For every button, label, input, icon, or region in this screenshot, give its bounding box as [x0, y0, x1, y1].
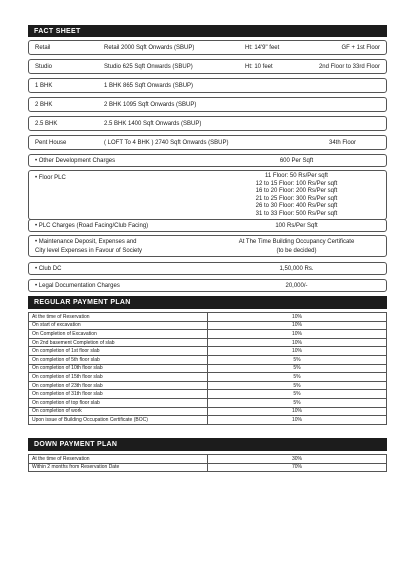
unit-floor: GF + 1st Floor [341, 44, 380, 51]
table-row [29, 364, 387, 373]
unit-desc: 2.5 BHK 1400 Sqft Onwards (SBUP) [104, 120, 202, 127]
club-dc-box [28, 262, 387, 275]
unit-desc: Studio 625 Sqft Onwards (SBUP) [104, 63, 193, 70]
pct-cell: 10% [208, 330, 387, 339]
table-row [29, 398, 387, 407]
fact-sheet-table [28, 40, 387, 154]
table-row [29, 381, 387, 390]
maintenance-value-line2: (to be decided) [276, 248, 317, 254]
floor-plc-line: 31 to 33 Floor: 500 Rs/Per sqft [255, 210, 338, 217]
unit-height: Ht: 10 feet [245, 63, 273, 70]
table-row [29, 463, 387, 472]
stage-cell: On completion of top floor slab [29, 398, 208, 407]
unit-type: 2.5 BHK [35, 120, 58, 127]
stage-cell: On completion of 10th floor slab [29, 364, 208, 373]
floor-plc-line: 11 Floor: 50 Rs/Per sqft [265, 173, 328, 179]
floor-plc-line: 16 to 20 Floor: 200 Rs/Per sqft [255, 188, 338, 195]
unit-desc: Retail 2000 Sqft Onwards (SBUP) [104, 44, 195, 51]
fact-row [28, 40, 387, 55]
fact-sheet-header [28, 25, 387, 37]
regular-plan-title: REGULAR PAYMENT PLAN [34, 299, 131, 306]
pct-cell: 5% [208, 364, 387, 373]
fact-row [28, 135, 387, 150]
floor-plc-line: 12 to 15 Floor: 100 Rs/Per sqft [255, 180, 338, 187]
stage-cell: On start of excavation [29, 321, 208, 330]
other-dev-charges-box [28, 154, 387, 167]
floor-plc-box [28, 170, 387, 220]
pct-cell: 5% [208, 398, 387, 407]
club-label: • Club DC [35, 266, 62, 272]
table-row [29, 373, 387, 382]
maintenance-value-line1: At The Time Building Occupancy Certificate [238, 239, 355, 245]
floor-plc-line: 21 to 25 Floor: 300 Rs/Per sqft [255, 195, 338, 202]
floor-plc-label: • Floor PLC [35, 175, 66, 181]
club-value: 1,50,000 Rs. [279, 266, 314, 272]
fact-row [28, 116, 387, 131]
table-row [29, 347, 387, 356]
pct-cell: 70% [208, 463, 387, 472]
pct-cell: 5% [208, 355, 387, 364]
other-dev-value: 600 Per Sqft [279, 158, 314, 164]
down-plan-header [28, 438, 387, 451]
down-plan-table [28, 454, 387, 472]
fact-row [28, 97, 387, 112]
pct-cell: 5% [208, 381, 387, 390]
stage-cell: Within 2 months from Reservation Date [29, 463, 208, 472]
table-row [29, 416, 387, 425]
stage-cell: On Completion of Excavation [29, 330, 208, 339]
stage-cell: On completion of 1st floor slab [29, 347, 208, 356]
stage-cell: On 2nd basement Completion of slab [29, 338, 208, 347]
legal-value: 20,000/- [285, 283, 308, 289]
plc-charges-box [28, 219, 387, 232]
stage-cell: On completion of 15th floor slab [29, 373, 208, 382]
table-row [29, 407, 387, 416]
stage-cell: At the time of Reservation [29, 313, 208, 322]
legal-box [28, 279, 387, 292]
pct-cell: 5% [208, 390, 387, 399]
stage-cell: On completion of work [29, 407, 208, 416]
regular-plan-header [28, 296, 387, 309]
pct-cell: 10% [208, 347, 387, 356]
floor-plc-line: 26 to 30 Floor: 400 Rs/Per sqft [255, 203, 338, 210]
fact-sheet-title: FACT SHEET [34, 27, 81, 35]
table-row [29, 313, 387, 322]
stage-cell: Upon issue of Building Occupation Certificate (BOC) [29, 416, 208, 425]
unit-type: 1 BHK [35, 82, 53, 89]
table-row [29, 338, 387, 347]
legal-label: • Legal Documentation Charges [35, 283, 120, 289]
unit-desc: 1 BHK 865 Sqft Onwards (SBUP) [104, 82, 194, 89]
floor-plc-values [209, 173, 384, 219]
plc-value: 100 Rs/Per Sqft [275, 223, 318, 229]
unit-height: Ht: 14'9" feet [245, 44, 280, 51]
unit-type: Retail [35, 44, 51, 51]
table-row [29, 455, 387, 464]
fact-row [28, 78, 387, 93]
unit-floor: 34th Floor [328, 139, 356, 146]
stage-cell: On completion of 5th floor slab [29, 355, 208, 364]
maintenance-label-line1: • Maintenance Deposit, Expenses and [35, 239, 137, 245]
unit-desc: ( LOFT To 4 BHK ) 2740 Sqft Onwards (SBUP) [104, 139, 229, 146]
pct-cell: 10% [208, 321, 387, 330]
unit-floor: 2nd Floor to 33rd Floor [318, 63, 380, 70]
unit-type: Studio [35, 63, 53, 70]
table-row [29, 390, 387, 399]
pct-cell: 10% [208, 416, 387, 425]
plc-label: • PLC Charges (Road Facing/Club Facing) [35, 223, 149, 229]
pct-cell: 10% [208, 407, 387, 416]
maintenance-label-line2: City level Expenses in Favour of Society [35, 248, 143, 254]
stage-cell: On completion of 31th floor slab [29, 390, 208, 399]
pct-cell: 5% [208, 373, 387, 382]
pct-cell: 10% [208, 313, 387, 322]
table-row [29, 330, 387, 339]
unit-type: 2 BHK [35, 101, 53, 108]
down-plan-title: DOWN PAYMENT PLAN [34, 441, 118, 448]
fact-row [28, 59, 387, 74]
pct-cell: 30% [208, 455, 387, 464]
table-row [29, 355, 387, 364]
stage-cell: On completion of 23th floor slab [29, 381, 208, 390]
maintenance-box [28, 235, 387, 257]
unit-type: Pent House [35, 139, 67, 146]
table-row [29, 321, 387, 330]
regular-plan-table [28, 312, 387, 425]
other-dev-label: • Other Development Charges [35, 158, 116, 164]
unit-desc: 2 BHK 1095 Sqft Onwards (SBUP) [104, 101, 197, 108]
stage-cell: At the time of Reservation [29, 455, 208, 464]
pct-cell: 10% [208, 338, 387, 347]
